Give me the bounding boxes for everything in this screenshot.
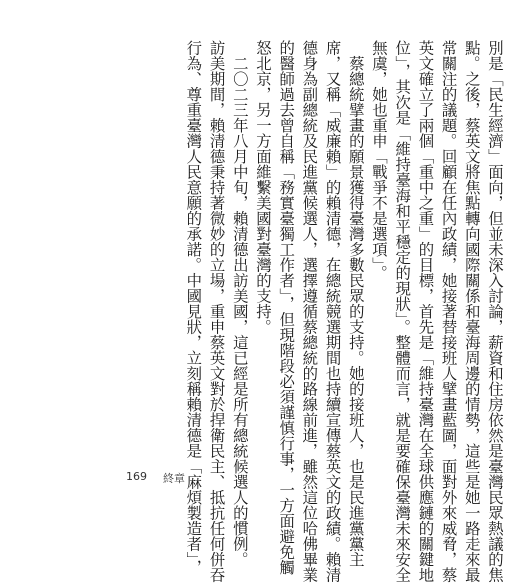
text-column: 怒北京，另一方面維繫美國對臺灣的支持。 (253, 40, 272, 335)
text-column: 訪美期間，賴清德秉持著微妙的立場，重申蔡英文對於捍衛民主、抵抗任何併吞 (207, 40, 226, 583)
text-column: 蔡總統擘畫的願景獲得臺灣多數民眾的支持。她的接班人，也是民進黨黨主 (346, 40, 365, 567)
text-column: 的醫師過去曾自稱「務實臺獨工作者」，但現階段必須謹慎行事，一方面避免觸 (277, 40, 296, 575)
text-column: 別是「民生經濟」面向，但並未深入討論，薪資和住房依然是臺灣民眾熱議的焦 (486, 40, 504, 583)
text-column: 行為、尊重臺灣人民意願的承諾。中國見狀，立刻稱賴清德是「麻煩製造者」， (184, 40, 203, 575)
text-column: 二〇二三年八月中旬，賴清德出訪美國，這已經是所有總統候選人的慣例。 (230, 40, 249, 567)
text-column: 點。之後，蔡英文將焦點轉向國際關係和臺海周邊的情勢，這些是她一路走來最 (462, 40, 481, 583)
text-column: 位」，其次是「維持臺海和平穩定的現狀」。整體而言，就是要確保臺灣未來安全 (393, 40, 412, 583)
text-column: 常關注的議題。回顧在任內政績，她接著替接班人擘畫藍圖，面對外來威脅，蔡 (439, 40, 458, 583)
running-title: 終章 (163, 472, 185, 485)
text-column: 德身為副總統及民進黨候選人，選擇遵循蔡總統的路線前進，雖然這位哈佛畢業 (300, 40, 319, 583)
page-number: 169 (126, 470, 147, 483)
text-column: 無虞，她也重申「戰爭不是選項」。 (369, 40, 388, 281)
text-column: 英文確立了兩個「重中之重」的目標，首先是「維持臺灣在全球供應鏈的關鍵地 (416, 40, 435, 583)
text-column: 席，又稱「威廉賴」的賴清德，在總統競選期間也持續宣傳蔡英文的政績。賴清 (323, 40, 342, 583)
body-text (181, 40, 506, 583)
